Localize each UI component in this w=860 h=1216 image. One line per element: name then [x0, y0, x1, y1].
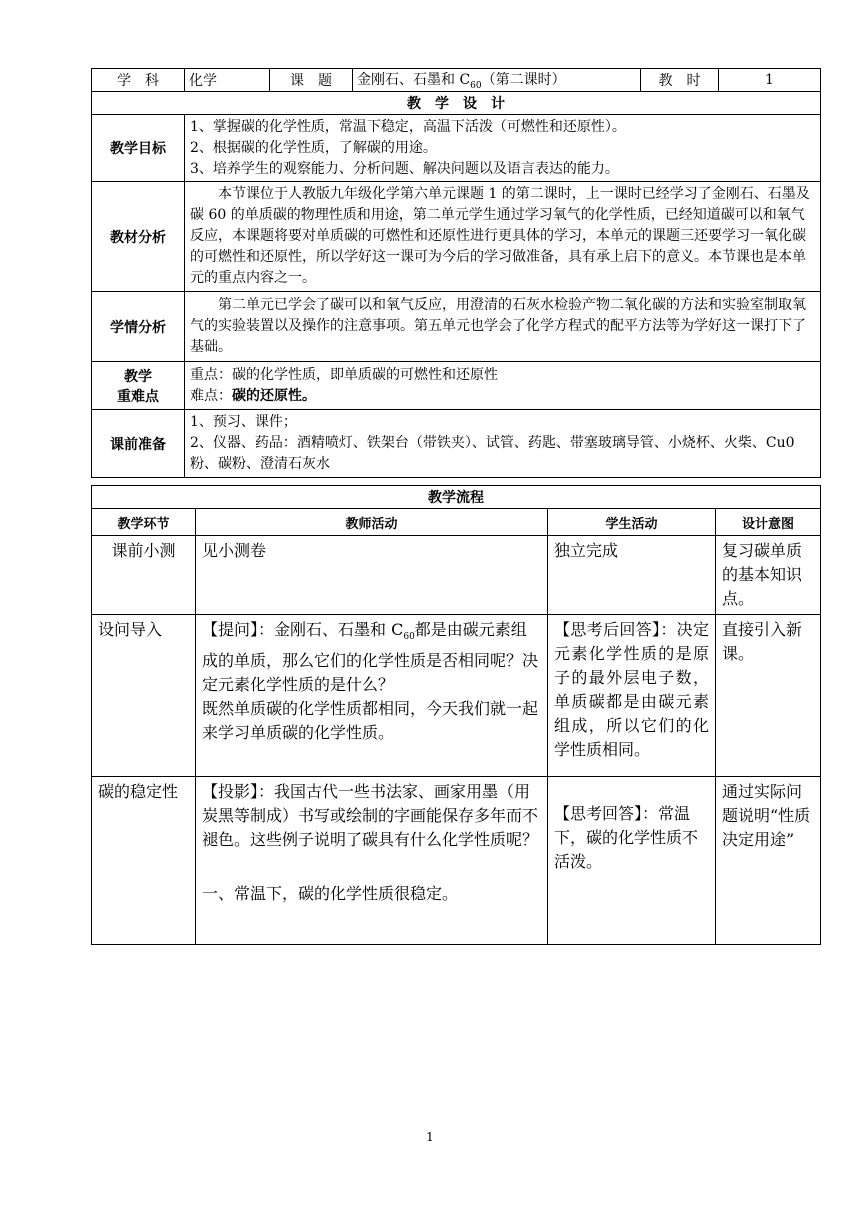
goal-item: 2、根据碳的化学性质，了解碳的用途。 [190, 139, 437, 156]
table-row [92, 536, 821, 615]
topic-value [353, 69, 641, 92]
student-activity-cell [548, 777, 716, 945]
topic-label: 课 题 [270, 69, 353, 92]
prep-label: 课前准备 [92, 410, 185, 478]
hours-value: 1 [719, 69, 821, 92]
stage-cell: 碳的稳定性 [92, 777, 196, 945]
teacher-transition: 既然单质碳的化学性质都相同，今天我们就一起来学习单质碳的化学性质。 [202, 699, 539, 743]
goal-item: 1、掌握碳的化学性质，常温下稳定，高温下活泼（可燃性和还原性）。 [190, 118, 626, 135]
student-activity-cell: 独立完成 [548, 536, 716, 615]
difficult-point: 碳的还原性。 [232, 387, 316, 404]
goals-row [92, 115, 821, 182]
prep-item: 1、预习、课件； [190, 414, 297, 430]
design-intent-cell: 通过实际问题说明“性质决定用途” [716, 777, 821, 945]
topic-main: 金刚石、石墨和 C [357, 72, 471, 89]
teacher-projection: 【投影】：我国古代一些书法家、画家用墨（用炭黑等制成）书写或绘制的字画能保存多年而不褪色。这些例子说明了碳具有什么化学性质呢？ [202, 782, 539, 849]
lesson-info-table [91, 68, 821, 478]
column-header: 学生活动 [548, 509, 716, 536]
difficult-point-line [190, 386, 815, 407]
flow-header-row [92, 509, 821, 536]
teacher-activity-cell [196, 777, 548, 945]
stage-cell: 课前小测 [92, 536, 196, 615]
flow-title: 教学流程 [92, 486, 821, 509]
topic-suffix: （第二课时） [481, 72, 566, 89]
page-number: 1 [426, 1130, 434, 1144]
key-points-label [92, 362, 185, 410]
column-header: 教师活动 [196, 509, 548, 536]
student-answer: 【思考回答】：常温下，碳的化学性质不活泼。 [554, 804, 699, 871]
difficult-prefix: 难点： [190, 387, 232, 404]
c60-subscript: 60 [403, 632, 415, 643]
teacher-conclusion: 一、常温下，碳的化学性质很稳定。 [202, 884, 459, 903]
student-analysis-text: 第二单元已学会了碳可以和氧气反应，用澄清的石灰水检验产物二氧化碳的方法和实验室制取氧气的实验装置以及操作的注意事项。第五单元也学会了化学方程式的配平方法等为学好这一课打下了基础。 [190, 297, 806, 355]
teacher-question: 【提问】：金刚石、石墨和 C [202, 620, 404, 639]
subject-label: 学 科 [92, 69, 185, 92]
table-row [92, 615, 821, 777]
material-label: 教材分析 [92, 182, 185, 292]
material-text: 本节课位于人教版九年级化学第六单元课题 1 的第二课时，上一课时已经学习了金刚石、石墨及碳 60 的单质碳的物理性质和用途，第二单元学生通过学习氧气的化学性质，已经知道碳可以和氧气反应，本课题将要对单质碳的可燃性和还原性进行更具体的学习，本单元的课题三还要学习一氧化碳的可燃性和还原性，所以学好这一课可为今后的学习做准备，具有承上启下的意义。本节课也是本单元的重点内容之一。 [190, 186, 810, 286]
goals-content [185, 115, 821, 182]
column-header: 设计意图 [716, 509, 821, 536]
design-title: 教 学 设 计 [92, 92, 821, 115]
teacher-activity-cell [196, 615, 548, 777]
key-point: 重点：碳的化学性质，即单质碳的可燃性和还原性 [190, 366, 498, 383]
material-row [92, 182, 821, 292]
teacher-activity-cell: 见小测卷 [196, 536, 548, 615]
prep-content [185, 410, 821, 478]
hours-label: 教 时 [641, 69, 719, 92]
student-analysis-row [92, 292, 821, 362]
stage-cell: 设问导入 [92, 615, 196, 777]
design-intent-cell: 复习碳单质的基本知识点。 [716, 536, 821, 615]
header-row [92, 69, 821, 92]
teacher-question-rest: 都是由碳元素组成的单质，那么它们的化学性质是否相同呢？决定元素化学性质的是什么？ [202, 620, 539, 695]
subject-value: 化学 [185, 69, 270, 92]
student-analysis-label: 学情分析 [92, 292, 185, 362]
topic-subscript: 60 [470, 80, 482, 91]
prep-row [92, 410, 821, 478]
goal-item: 3、培养学生的观察能力、分析问题、解决问题以及语言表达的能力。 [190, 160, 619, 177]
material-content [185, 182, 821, 292]
student-analysis-content [185, 292, 821, 362]
key-label-line-1: 教学 [124, 368, 152, 385]
goals-label: 教学目标 [92, 115, 185, 182]
key-points-row [92, 362, 821, 410]
key-label-line-2: 重难点 [117, 388, 159, 405]
student-activity-cell: 【思考后回答】：决定元素化学性质的是原子的最外层电子数，单质碳都是由碳元素组成，所以它们的化学性质相同。 [548, 615, 716, 777]
key-points-content [185, 362, 821, 410]
design-intent-cell: 直接引入新课。 [716, 615, 821, 777]
table-row [92, 777, 821, 945]
column-header: 教学环节 [92, 509, 196, 536]
prep-item: 2、仪器、药品：酒精喷灯、铁架台（带铁夹）、试管、药匙、带塞玻璃导管、小烧杯、火柴、Cu0粉、碳粉、澄清石灰水 [190, 435, 795, 472]
teaching-flow-table [91, 485, 821, 945]
